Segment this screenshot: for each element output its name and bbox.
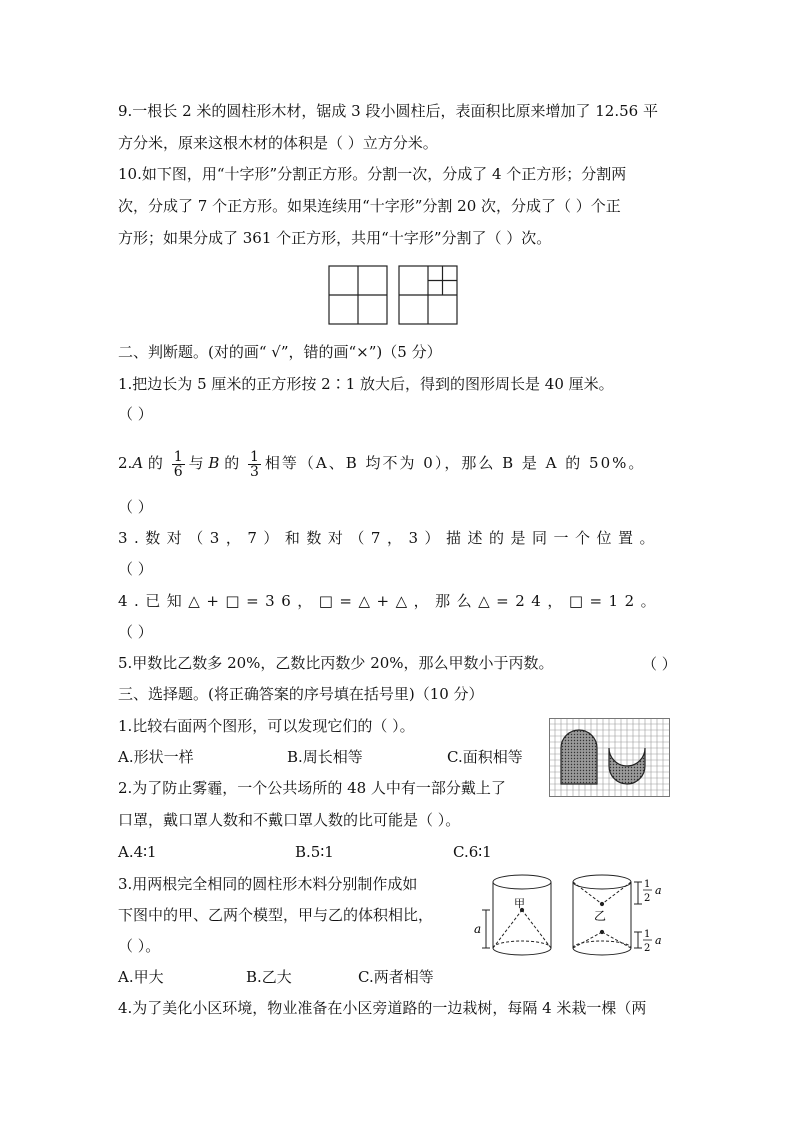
choice-q3-option-b: B.乙大 [246, 968, 292, 986]
grid-shapes-figure [549, 718, 671, 798]
judge-q4: 4.已知△+□=36，□=△+△，那么△=24，□=12。 [118, 592, 663, 610]
choice-q1-option-c: C.面积相等 [447, 748, 523, 766]
q9-line1: 9.一根长 2 米的圆柱形木材，锯成 3 段小圆柱后，表面积比原来增加了 12.56 平 [118, 102, 658, 120]
label-half-bottom-den: 2 [644, 943, 651, 954]
choice-q1-option-b: B.周长相等 [287, 748, 363, 766]
judge-q3: 3.数对（3，7）和数对（7，3）描述的是同一个位置。 [118, 529, 661, 547]
judge-q5: 5.甲数比乙数多 20%，乙数比丙数少 20%，那么甲数小于丙数。 [118, 654, 554, 672]
label-jia: 甲 [514, 897, 525, 910]
cross-split-figure [326, 263, 462, 325]
label-half-top-a: a [655, 884, 662, 897]
q9-line2: 方分米，原来这根木材的体积是（ ）立方分米。 [118, 134, 438, 152]
label-half-top-den: 2 [644, 893, 651, 904]
q10-line2: 次，分成了 7 个正方形。如果连续用“十字形”分割 20 次，分成了（ ）个正 [118, 197, 621, 215]
judge-q1: 1.把边长为 5 厘米的正方形按 2∶1 放大后，得到的图形周长是 40 厘米。 [118, 375, 614, 393]
judge-q4-paren: （ ） [118, 623, 153, 641]
q10-line3: 方形；如果分成了 361 个正方形，共用“十字形”分割了（ ）次。 [118, 229, 552, 247]
label-half-bottom-num: 1 [644, 929, 651, 940]
choice-q1: 1.比较右面两个图形，可以发现它们的（ ）。 [118, 717, 415, 735]
fraction-one-sixth: $\frac{1}{6}$ [173, 448, 183, 480]
choice-q1-option-a: A.形状一样 [118, 748, 194, 766]
section2-title: 二、判断题。(对的画“ √”，错的画“×”)（5 分） [118, 343, 442, 361]
choice-q2-line1: 2.为了防止雾霾，一个公共场所的 48 人中有一部分戴上了 [118, 779, 506, 797]
judge-q2-paren: （ ） [118, 498, 153, 516]
fraction-one-third: $\frac{1}{3}$ [249, 448, 259, 480]
section3-title: 三、选择题。(将正确答案的序号填在括号里)（10 分） [118, 685, 484, 703]
judge-q3-paren: （ ） [118, 560, 153, 578]
q10-line1: 10.如下图，用“十字形”分割正方形。分割一次，分成了 4 个正方形；分割两 [118, 165, 627, 183]
label-half-bottom-a: a [655, 934, 662, 947]
cylinder-jia [493, 875, 551, 955]
judge-q5-paren: （ ） [642, 655, 677, 673]
choice-q3-line3: （ ）。 [118, 937, 161, 955]
cylinder-models-figure [470, 870, 676, 962]
arch-shape [561, 730, 597, 784]
choice-q3-option-a: A.甲大 [118, 968, 164, 986]
judge-q1-paren: （ ） [118, 405, 153, 423]
choice-q2-option-b: B.5∶1 [295, 843, 334, 861]
choice-q3-line1: 3.用两根完全相同的圆柱形木料分别制作成如 [118, 875, 418, 893]
label-yi: 乙 [594, 909, 607, 923]
choice-q2-option-a: A.4∶1 [118, 843, 157, 861]
choice-q2-option-c: C.6∶1 [453, 843, 492, 861]
choice-q3-option-c: C.两者相等 [358, 968, 434, 986]
label-half-top-num: 1 [644, 879, 651, 890]
choice-q2-line2: 口罩，戴口罩人数和不戴口罩人数的比可能是（ ）。 [118, 811, 461, 829]
choice-q3-line2: 下图中的甲、乙两个模型，甲与乙的体积相比， [118, 906, 434, 924]
label-a: a [474, 922, 482, 936]
choice-q4-line1: 4.为了美化小区环境，物业准备在小区旁道路的一边栽树，每隔 4 米栽一棵（两 [118, 999, 647, 1017]
judge-q2: 2.A 的 $\frac{1}{6}$ 与 B 的 $\frac{1}{3}$ 相等（A、B 均不为 0），那么 B 是 A 的 50%。 [118, 448, 646, 480]
